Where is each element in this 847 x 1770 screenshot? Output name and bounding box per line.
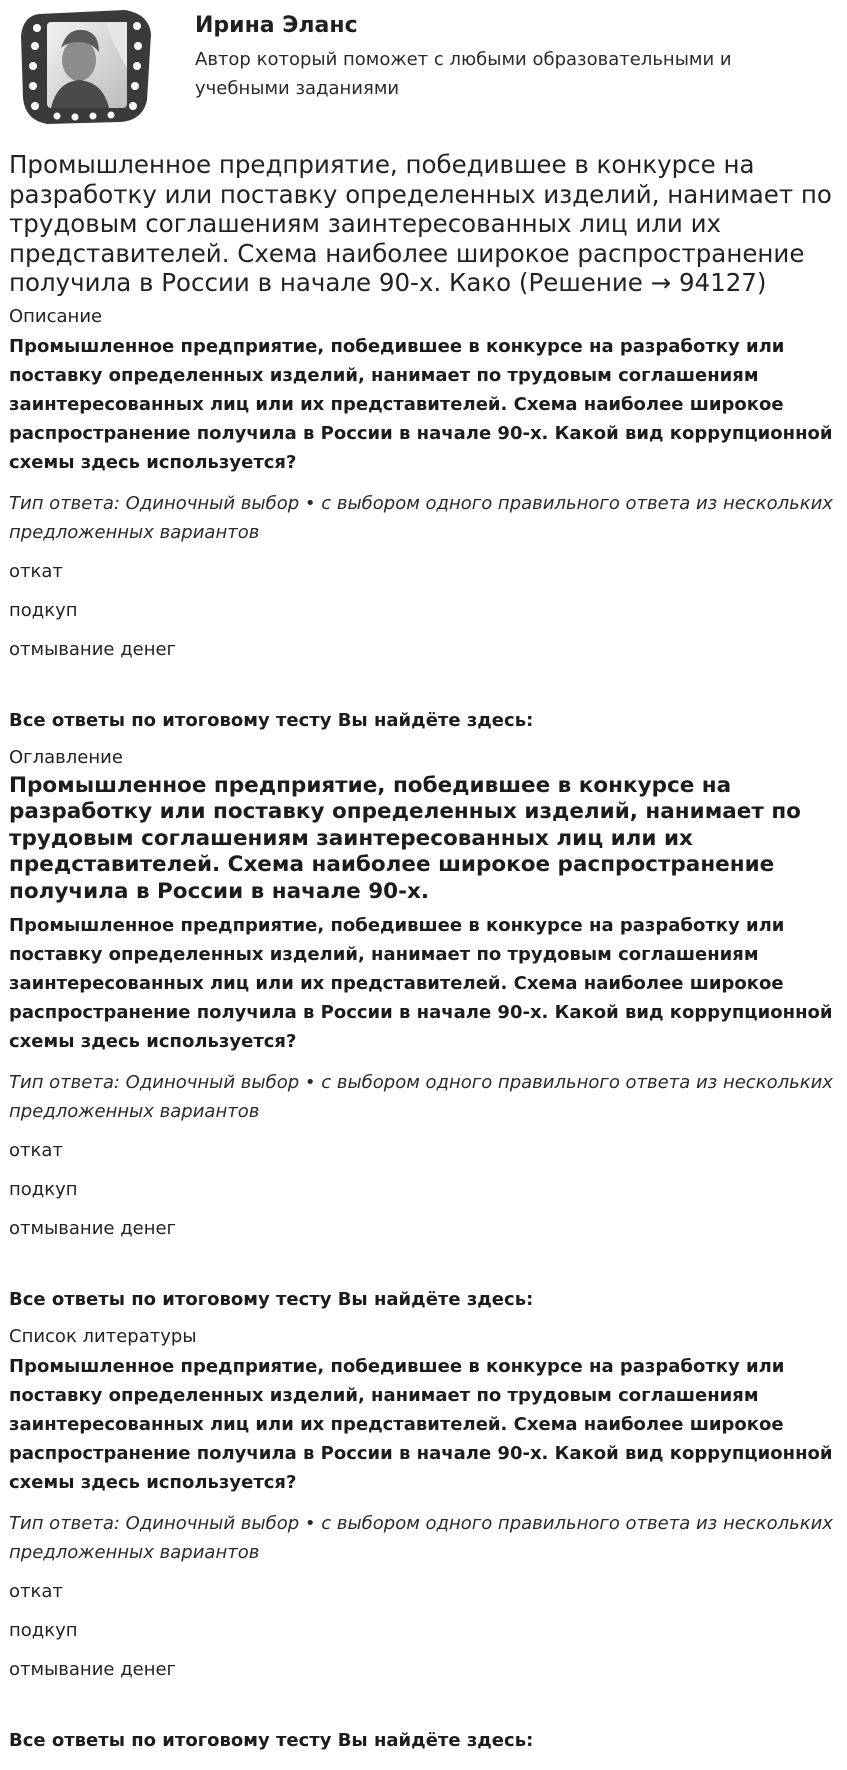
- answer-options: [9, 1136, 838, 1243]
- references-section: [9, 1324, 838, 1755]
- author-info: [195, 11, 795, 103]
- answer-option: подкуп: [9, 1620, 78, 1641]
- all-answers-text: Все ответы по итоговому тесту Вы найдёте здесь:: [9, 1730, 534, 1751]
- author-header: [9, 0, 838, 130]
- answer-type: Тип ответа: Одиночный выбор • с выбором одного правильного ответа из нескольких предложенных вариантов: [9, 492, 833, 543]
- page-title: Промышленное предприятие, победившее в конкурсе на разработку или поставку определенных изделий, нанимает по трудовым соглашениям заинтересованных лиц или их представителей. Схема наиболее широкое распространение получила в России в начале 90-х. Како (Решение → 94127): [9, 150, 832, 297]
- question-text: Промышленное предприятие, победившее в конкурсе на разработку или поставку определенных изделий, нанимает по трудовым соглашениям заинтересованных лиц или их представителей. Схема наиболее широкое распространение получила в России в начале 90-х. Какой вид коррупционной схемы здесь используется?: [9, 915, 833, 1052]
- answer-option: подкуп: [9, 599, 78, 621]
- description-section: [9, 304, 838, 735]
- author-name[interactable]: Ирина Эланс: [195, 13, 358, 38]
- contents-section: [9, 745, 838, 1315]
- answer-option: подкуп: [9, 1179, 78, 1200]
- answer-options: [9, 557, 838, 664]
- answer-option: откат: [9, 560, 63, 582]
- answer-option: отмывание денег: [9, 1659, 177, 1680]
- question-text: Промышленное предприятие, победившее в конкурсе на разработку или поставку определенных изделий, нанимает по трудовым соглашениям заинтересованных лиц или их представителей. Схема наиболее широкое распространение получила в России в начале 90-х. Какой вид коррупционной схемы здесь используется?: [9, 1356, 833, 1493]
- author-description: Автор который поможет с любыми образовательными и учебными заданиями: [195, 49, 732, 99]
- avatar-film-frame-icon: [17, 8, 159, 126]
- section-label-contents: Оглавление: [9, 746, 123, 768]
- contents-heading: Промышленное предприятие, победившее в конкурсе на разработку или поставку определенных изделий, нанимает по трудовым соглашениям заинтересованных лиц или их представителей. Схема наиболее широкое распространение получила в России в начале 90-х.: [9, 772, 801, 904]
- answer-option: отмывание денег: [9, 638, 177, 660]
- answer-option: отмывание денег: [9, 1218, 177, 1239]
- answer-option: откат: [9, 1581, 63, 1602]
- all-answers-text: Все ответы по итоговому тесту Вы найдёте здесь:: [9, 1289, 534, 1310]
- answer-options: [9, 1577, 838, 1684]
- avatar[interactable]: [17, 8, 159, 126]
- answer-option: откат: [9, 1140, 63, 1161]
- all-answers-text: Все ответы по итоговому тесту Вы найдёте здесь:: [9, 709, 534, 731]
- question-text: Промышленное предприятие, победившее в конкурсе на разработку или поставку определенных изделий, нанимает по трудовым соглашениям заинтересованных лиц или их представителей. Схема наиболее широкое распространение получила в России в начале 90-х. Какой вид коррупционной схемы здесь используется?: [9, 335, 833, 473]
- section-label-references: Список литературы: [9, 1326, 197, 1347]
- answer-type: Тип ответа: Одиночный выбор • с выбором одного правильного ответа из нескольких предложенных вариантов: [9, 1072, 833, 1122]
- answer-type: Тип ответа: Одиночный выбор • с выбором одного правильного ответа из нескольких предложенных вариантов: [9, 1513, 833, 1563]
- section-label-description: Описание: [9, 305, 103, 327]
